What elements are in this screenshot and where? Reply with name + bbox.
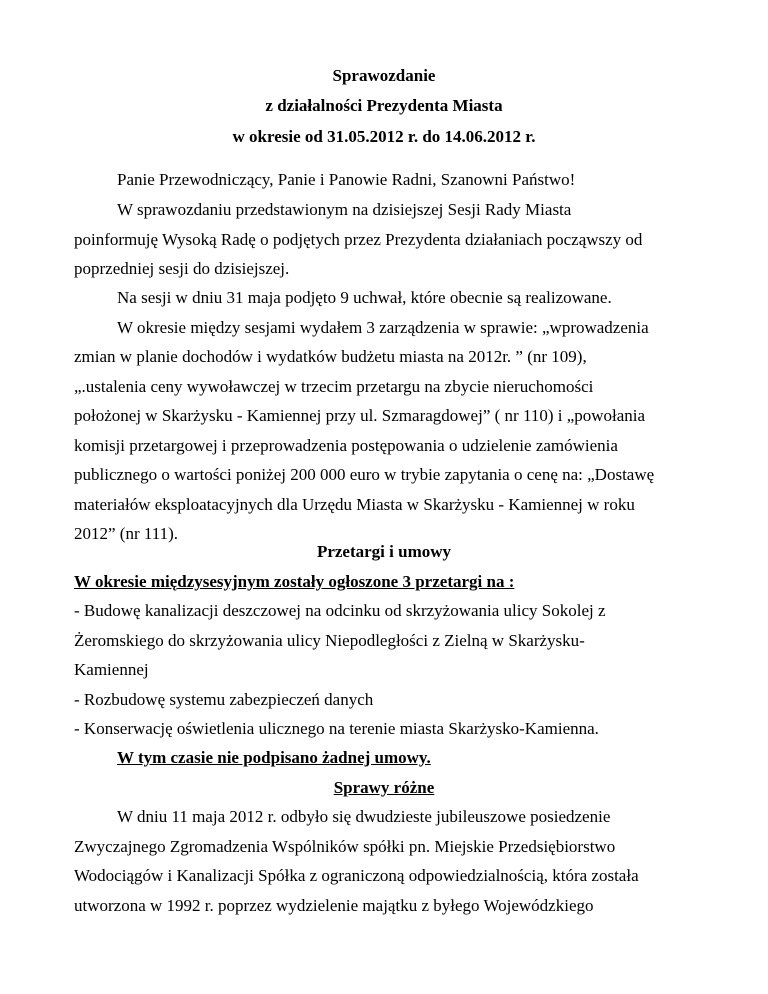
paragraph-line: 2012” (nr 111). — [74, 524, 179, 543]
report-period: w okresie od 31.05.2012 r. do 14.06.2012 r. — [232, 127, 536, 146]
section-heading-tenders: Przetargi i umowy — [316, 542, 452, 561]
paragraph-line: „.ustalenia ceny wywoławczej w trzecim przetargu na zbycie nieruchomości — [74, 377, 594, 396]
paragraph-line: publicznego o wartości poniżej 200 000 euro w trybie zapytania o cenę na: „Dostawę — [74, 465, 655, 484]
paragraph-line: Wodociągów i Kanalizacji Spółka z ograniczoną odpowiedzialnością, która została — [74, 866, 639, 885]
paragraph-line: Zwyczajnego Zgromadzenia Wspólników spółki pn. Miejskie Przedsiębiorstwo — [74, 837, 616, 856]
no-contracts-note: W tym czasie nie podpisano żadnej umowy. — [117, 748, 431, 767]
tenders-announced: W okresie międzysesyjnym zostały ogłoszone 3 przetargi na : — [74, 572, 515, 591]
paragraph-line: W sprawozdaniu przedstawionym na dzisiejszej Sesji Rady Miasta — [117, 200, 572, 219]
report-subtitle: z działalności Prezydenta Miasta — [265, 96, 503, 115]
list-item: - Rozbudowę systemu zabezpieczeń danych — [74, 690, 374, 709]
paragraph-line: komisji przetargowej i przeprowadzenia postępowania o udzielenie zamówienia — [74, 436, 618, 455]
list-item: - Budowę kanalizacji deszczowej na odcinku od skrzyżowania ulicy Sokolej z — [74, 601, 606, 620]
paragraph-line: zmian w planie dochodów i wydatków budżetu miasta na 2012r. ” (nr 109), — [74, 347, 587, 366]
list-item-continued: Żeromskiego do skrzyżowania ulicy Niepodległości z Zielną w Skarżysku- — [74, 631, 585, 650]
greeting: Panie Przewodniczący, Panie i Panowie Radni, Szanowni Państwo! — [117, 170, 576, 189]
paragraph-line: materiałów eksploatacyjnych dla Urzędu Miasta w Skarżysku - Kamiennej w roku — [74, 495, 635, 514]
paragraph-line: utworzona w 1992 r. poprzez wydzielenie majątku z byłego Wojewódzkiego — [74, 896, 594, 915]
paragraph-line: poinformuję Wysoką Radę o podjętych przez Prezydenta działaniach począwszy od — [74, 230, 643, 249]
list-item-continued: Kamiennej — [74, 660, 149, 679]
list-item: - Konserwację oświetlenia ulicznego na terenie miasta Skarżysko-Kamienna. — [74, 719, 599, 738]
section-heading-misc: Sprawy różne — [333, 778, 435, 797]
paragraph-line: W okresie między sesjami wydałem 3 zarządzenia w sprawie: „wprowadzenia — [117, 318, 649, 337]
paragraph-line: W dniu 11 maja 2012 r. odbyło się dwudzieste jubileuszowe posiedzenie — [117, 807, 611, 826]
paragraph-line: położonej w Skarżysku - Kamiennej przy ul. Szmaragdowej” ( nr 110) i „powołania — [74, 406, 646, 425]
paragraph-line: poprzedniej sesji do dzisiejszej. — [74, 259, 290, 278]
report-title: Sprawozdanie — [332, 66, 436, 85]
paragraph-line: Na sesji w dniu 31 maja podjęto 9 uchwał, które obecnie są realizowane. — [117, 288, 612, 307]
